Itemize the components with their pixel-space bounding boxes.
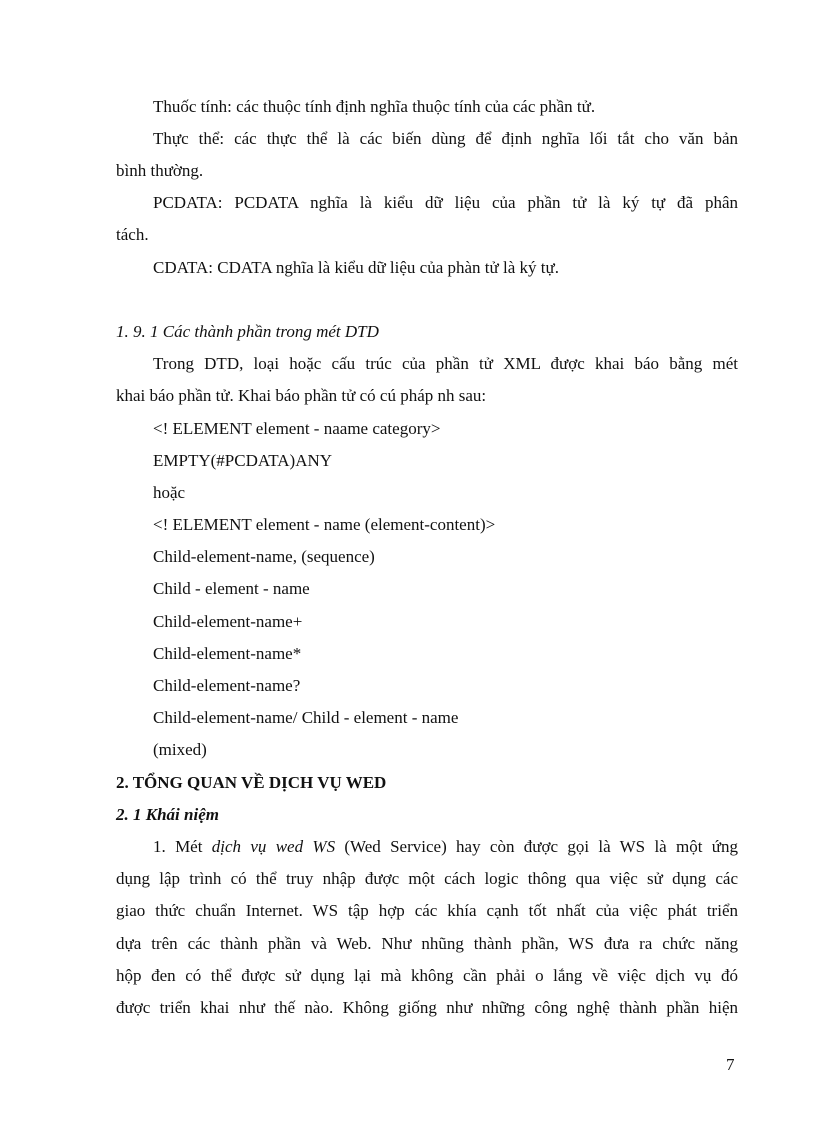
code-line: <! ELEMENT element - naame category> [153, 419, 441, 438]
ws-paragraph-line: dụng lập trình có thể truy nhập được một cách logic thông qua việc sử dụng các [116, 869, 738, 888]
def-pcdata-line-2: tách. [116, 225, 149, 244]
ws-paragraph-line-1 [153, 836, 738, 858]
subsection-heading-2-1: 2. 1 Khái niệm [116, 805, 219, 824]
code-line: (mixed) [153, 740, 207, 759]
page-number: 7 [726, 1055, 735, 1074]
code-line: Child-element-name? [153, 676, 301, 695]
dtd-paragraph-line-1: Trong DTD, loại hoặc cấu trúc của phần tử XML được khai báo bằng mét [153, 354, 738, 373]
ws-paragraph-line: giao thức chuẩn Internet. WS tập hợp các khía cạnh tốt nhất của việc phát triển [116, 901, 738, 920]
dtd-paragraph-line-2: khai báo phần tử. Khai báo phần tử có cú pháp nh sau: [116, 386, 487, 405]
code-line: Child - element - name [153, 579, 310, 598]
ws-paragraph-line: được triển khai như thế nào. Không giống như những công nghệ thành phần hiện [116, 998, 738, 1017]
code-line: EMPTY(#PCDATA)ANY [153, 451, 333, 470]
code-line: Child-element-name* [153, 644, 302, 663]
ws-paragraph-line: dựa trên các thành phần và Web. Như nhũng thành phần, WS đưa ra chức năng [116, 934, 738, 953]
def-pcdata-line-1: PCDATA: PCDATA nghĩa là kiểu dữ liệu của phần tử là ký tự đã phân [153, 193, 738, 212]
def-cdata: CDATA: CDATA nghĩa là kiểu dữ liệu của phàn tử là ký tự. [153, 258, 559, 277]
section-heading-2: 2. TỔNG QUAN VỀ DỊCH VỤ WED [116, 773, 387, 792]
section-heading-1-9-1: 1. 9. 1 Các thành phần trong mét DTD [116, 322, 379, 341]
code-line: hoặc [153, 483, 186, 502]
def-entity-line-2: bình thường. [116, 161, 204, 180]
ws-paragraph-suffix: (Wed Service) hay còn được gọi là WS là một ứng [335, 837, 739, 856]
ws-paragraph-prefix: 1. Mét [153, 837, 212, 856]
def-attribute: Thuốc tính: các thuộc tính định nghĩa thuộc tính của các phần tử. [153, 97, 596, 116]
ws-paragraph-line: hộp đen có thể được sử dụng lại mà không cần phải o lắng về việc dịch vụ đó [116, 966, 738, 985]
code-line: Child-element-name+ [153, 612, 303, 631]
ws-term: dịch vụ wed WS [211, 837, 336, 856]
code-line: Child-element-name/ Child - element - name [153, 708, 459, 727]
def-entity-line-1: Thực thể: các thực thể là các biến dùng để định nghĩa lối tắt cho văn bản [153, 129, 738, 148]
code-line: <! ELEMENT element - name (element-content)> [153, 515, 496, 534]
code-line: Child-element-name, (sequence) [153, 547, 375, 566]
